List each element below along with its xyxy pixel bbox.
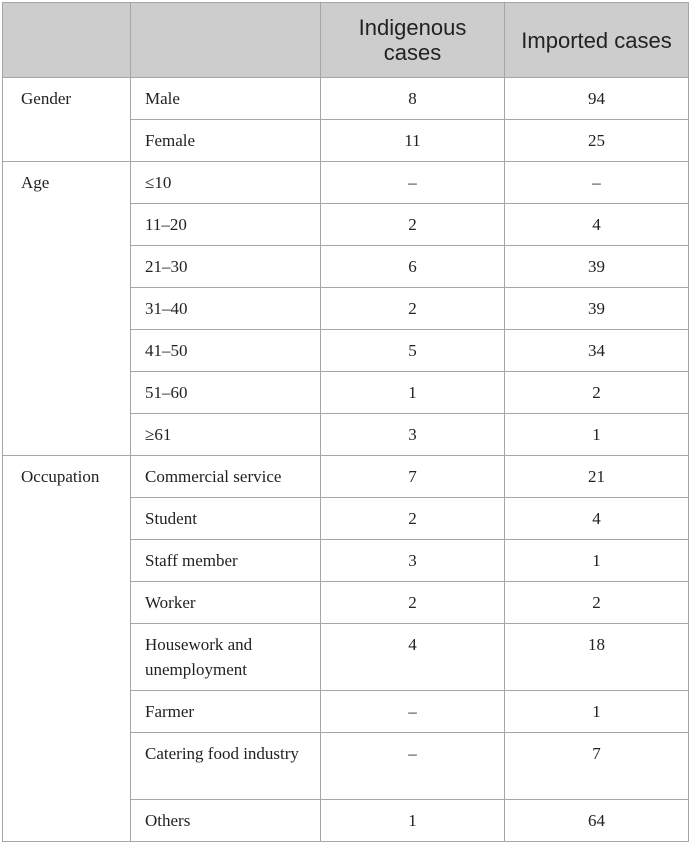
indigenous-value: 11 (321, 120, 505, 162)
row-label: Male (131, 78, 321, 120)
imported-value: 4 (505, 204, 689, 246)
row-label: Commercial service (131, 456, 321, 498)
row-label: 41–50 (131, 330, 321, 372)
imported-value: 1 (505, 540, 689, 582)
row-label: Female (131, 120, 321, 162)
imported-value: 34 (505, 330, 689, 372)
imported-value: 39 (505, 246, 689, 288)
row-label: 11–20 (131, 204, 321, 246)
row-label: Worker (131, 582, 321, 624)
row-label: Others (131, 800, 321, 842)
indigenous-value: 4 (321, 624, 505, 691)
indigenous-value: 2 (321, 204, 505, 246)
indigenous-value: 2 (321, 288, 505, 330)
row-label: Staff member (131, 540, 321, 582)
imported-value: 64 (505, 800, 689, 842)
imported-value: – (505, 162, 689, 204)
row-label: Farmer (131, 691, 321, 733)
row-label: Student (131, 498, 321, 540)
indigenous-value: 2 (321, 498, 505, 540)
category-age: Age (3, 162, 131, 456)
row-label: ≥61 (131, 414, 321, 456)
indigenous-value: 7 (321, 456, 505, 498)
imported-value: 21 (505, 456, 689, 498)
imported-value: 94 (505, 78, 689, 120)
indigenous-value: 6 (321, 246, 505, 288)
row-label: 31–40 (131, 288, 321, 330)
indigenous-value: 8 (321, 78, 505, 120)
header-blank-2 (131, 3, 321, 78)
imported-value: 39 (505, 288, 689, 330)
table-row (3, 162, 689, 204)
category-gender: Gender (3, 78, 131, 162)
imported-value: 2 (505, 582, 689, 624)
indigenous-value: 2 (321, 582, 505, 624)
header-blank-1 (3, 3, 131, 78)
imported-value: 2 (505, 372, 689, 414)
imported-value: 1 (505, 414, 689, 456)
imported-value: 25 (505, 120, 689, 162)
row-label: ≤10 (131, 162, 321, 204)
cases-table (2, 2, 689, 842)
indigenous-value: 3 (321, 540, 505, 582)
row-label: Housework and unemployment (131, 624, 321, 691)
row-label: 51–60 (131, 372, 321, 414)
table-row (3, 456, 689, 498)
indigenous-value: – (321, 691, 505, 733)
imported-value: 4 (505, 498, 689, 540)
header-row (3, 3, 689, 78)
indigenous-value: 1 (321, 800, 505, 842)
header-imported-cases: Imported cases (505, 3, 689, 78)
category-occupation: Occupation (3, 456, 131, 842)
indigenous-value: 3 (321, 414, 505, 456)
header-indigenous-cases: Indigenous cases (321, 3, 505, 78)
indigenous-value: 5 (321, 330, 505, 372)
row-label: 21–30 (131, 246, 321, 288)
indigenous-value: – (321, 733, 505, 800)
indigenous-value: – (321, 162, 505, 204)
imported-value: 1 (505, 691, 689, 733)
row-label: Catering food industry (131, 733, 321, 800)
indigenous-value: 1 (321, 372, 505, 414)
imported-value: 7 (505, 733, 689, 800)
table-row (3, 78, 689, 120)
imported-value: 18 (505, 624, 689, 691)
